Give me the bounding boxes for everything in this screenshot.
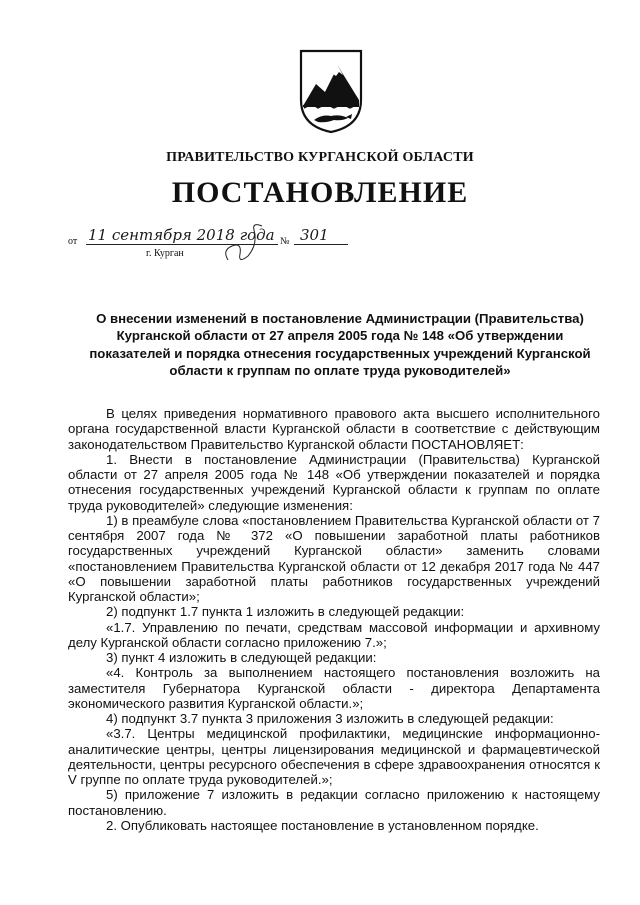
date-prefix: от [68, 236, 78, 247]
paragraph-quote-4: «4. Контроль за выполнением настоящего постановления возложить на заместителя Губернатора Курганской области - директора Департамента экономического развития Курганской области.»; [68, 665, 600, 711]
resolution-body [68, 406, 600, 833]
number-prefix: № [280, 236, 290, 247]
paragraph-item-1: 1. Внести в постановление Администрации (Правительства) Курганской области от 27 апреля 2005 года № 148 «Об утверждении показателей и порядка отнесения государственных учреждений Курганской области к группам по оплате труда руководителей» следующие изменения: [68, 451, 600, 513]
handwritten-date: 11 сентября 2018 года [88, 226, 275, 244]
document-type-heading: ПОСТАНОВЛЕНИЕ [171, 176, 469, 209]
paragraph-subitem-4: 4) подпункт 3.7 пункта 3 приложения 3 изложить в следующей редакции: [106, 711, 554, 726]
signature-flourish [218, 220, 278, 266]
coat-of-arms-emblem [298, 48, 364, 134]
handwritten-number: 301 [300, 226, 329, 244]
organization-name: ПРАВИТЕЛЬСТВО КУРГАНСКОЙ ОБЛАСТИ [166, 150, 474, 165]
paragraph-subitem-3: 3) пункт 4 изложить в следующей редакции: [106, 650, 377, 665]
paragraph-subitem-2: 2) подпункт 1.7 пункта 1 изложить в следующей редакции: [106, 604, 465, 620]
paragraph-subitem-1: 1) в преамбуле слова «постановлением Правительства Курганской области от 7 сентября 2007 года № 372 «О повышении заработной платы работников государственных учреждений Курганской области» заменить словами «постановлением Правительства Курганской области от 12 декабря 2017 года № 447 «О повышении заработной платы работников государственных учреждений Курганской области»; [68, 512, 600, 604]
paragraph-quote-1-7: «1.7. Управлению по печати, средствам массовой информации и архивному делу Курганской области согласно приложению 7.»; [68, 619, 600, 650]
resolution-title: О внесении изменений в постановление Администрации (Правительства) Курганской области от 27 апреля 2005 года № 148 «Об утверждении показателей и порядка отнесения государственных учреждений Курганской области к группам по оплате труда руководителей» [89, 311, 591, 378]
paragraph-subitem-5: 5) приложение 7 изложить в редакции согласно приложению к настоящему постановлению. [68, 787, 600, 818]
paragraph-item-2: 2. Опубликовать настоящее постановление в установленном порядке. [106, 817, 539, 833]
number-underline [294, 244, 348, 245]
city-label: г. Курган [146, 248, 184, 259]
paragraph-quote-3-7: «3.7. Центры медицинской профилактики, медицинские информационно-аналитические центры, центры лицензирования медицинской и фармацевтической деятельности, центры ресурсного обеспечения в сфере здравоохранения относятся к V группе по оплате труда руководителей.»; [68, 726, 600, 787]
date-number-line [68, 226, 368, 266]
paragraph-preamble: В целях приведения нормативного правового акта высшего исполнительного органа государственной власти Курганской области в соответствие с действующим законодательством Правительство Курганской области ПОСТАНОВЛЯЕТ: [68, 406, 600, 452]
